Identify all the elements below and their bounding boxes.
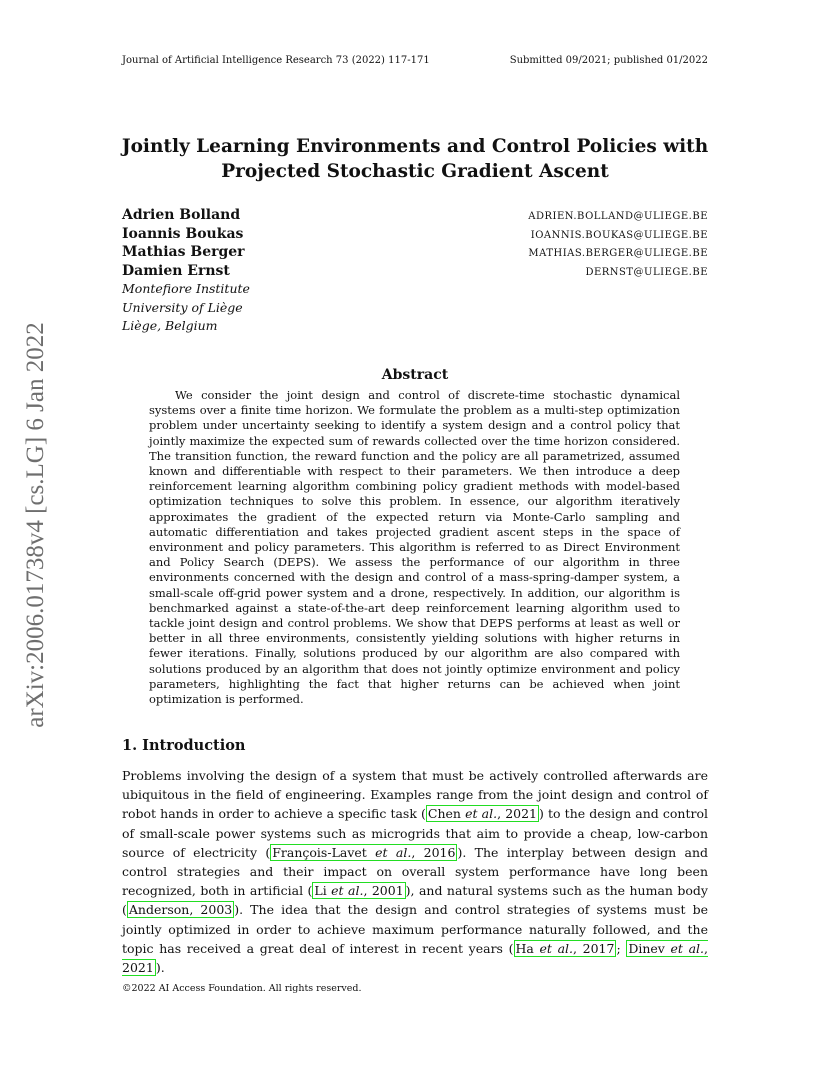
citation-link-anderson-2003[interactable]: Anderson, 2003 [128,902,233,918]
author-name: Adrien Bolland [122,207,241,223]
body-text: ). The interplay between design and control strategies and their impact on overall system performance have long been recognized, both in artificial ( [122,844,709,899]
citation-link-dinev-2021[interactable]: Dinev et al., 2021 [122,940,709,976]
journal-reference: Journal of Artificial Intelligence Research 73 (2022) 117-171 [122,55,430,66]
affiliation-line: Liège, Belgium [122,318,218,333]
abstract-heading: Abstract [381,367,449,383]
author-email: ADRIEN.BOLLAND@ULIEGE.BE [528,211,708,222]
introduction-paragraph [122,766,708,977]
author-block [122,207,708,337]
body-text: ). The idea that the design and control strategies of systems must be jointly optimized in order to achieve maximum performance naturally followed, and the topic has received a great deal of interest in recent years ( [122,902,708,956]
citation-link-chen-2021[interactable]: Chen et al., 2021 [427,806,537,822]
paper-title [120,134,710,184]
author-email: IOANNIS.BOUKAS@ULIEGE.BE [530,229,708,241]
affiliation-line: University of Liège [122,299,243,315]
title-line: Jointly Learning Environments and Control Policies with [121,136,709,157]
copyright-footer: ©2022 AI Access Foundation. All rights reserved. [122,983,362,994]
body-text: ; [616,940,627,956]
author-name: Ioannis Boukas [122,225,244,242]
abstract-body [149,388,680,707]
arxiv-sidebar-stamp [16,300,56,750]
title-line: Projected Stochastic Gradient Ascent [221,161,609,182]
author-email: MATHIAS.BERGER@ULIEGE.BE [528,248,708,259]
citation-link-li-2001[interactable]: Li et al., 2001 [314,883,404,899]
section-heading-introduction: 1. Introduction [122,737,246,754]
author-row [122,226,708,245]
body-text: Problems involving the design of a system that must be actively controlled afterwards are ubiquitous in the field of engineering. Examples range from the joint design and control of robot hands in order to achieve a specific task ( [122,768,708,822]
affiliation-line: Montefiore Institute [122,281,250,296]
body-text: ), and natural systems such as the human body ( [122,883,708,918]
author-row [122,263,708,282]
body-text: ). [155,960,165,976]
abstract-text: We consider the joint design and control of discrete-time stochastic dynamical systems over a finite time horizon. We formulate the problem as a multi-step optimization problem under uncertainty seeking to identify a system design and a control policy that jointly maximize the expected sum of rewards collected over the time horizon considered. The transition function, the reward function and the policy are all parametrized, assumed known and differentiable with respect to their parameters. We then introduce a deep reinforcement learning algorithm combining policy gradient methods with model-based optimization techniques to solve this problem. In essence, our algorithm iteratively approximates the gradient of the expected return via Monte-Carlo sampling and automatic differentiation and takes projected gradient ascent steps in the space of environment and policy parameters. This algorithm is referred to as Direct Environment and Policy Search (DEPS). We assess the performance of our algorithm in three environments concerned with the design and control of a mass-spring-damper system, a small-scale off-grid power system and a drone, respectively. In addition, our algorithm is benchmarked against a state-of-the-art deep reinforcement learning algorithm used to tackle joint design and control problems. We show that DEPS performs at least as well or better in all three environments, consistently yielding solutions with higher returns in fewer iterations. Finally, solutions produced by our algorithm are also compared with solutions produced by an algorithm that does not jointly optimize environment and policy parameters, highlighting the fact that higher returns can be achieved when joint optimization is performed. [149,388,680,707]
citation-link-francois-lavet-2016[interactable]: François-Lavet et al., 2016 [272,844,456,860]
author-email: DERNST@ULIEGE.BE [585,266,708,278]
author-row [122,207,708,226]
author-name: Damien Ernst [122,262,230,279]
introduction-body [122,766,708,977]
submission-dates: Submitted 09/2021; published 01/2022 [509,55,708,66]
author-name: Mathias Berger [122,244,245,260]
body-text: ) to the design and control of small-scale power systems such as microgrids that aim to provide a cheap, low-carbon source of electricity ( [122,806,708,860]
arxiv-identifier: arXiv:2006.01738v4 [cs.LG] 6 Jan 2022 [22,322,49,728]
running-header [122,55,708,66]
author-row [122,244,708,263]
citation-link-ha-2017[interactable]: Ha et al., 2017 [515,940,615,956]
